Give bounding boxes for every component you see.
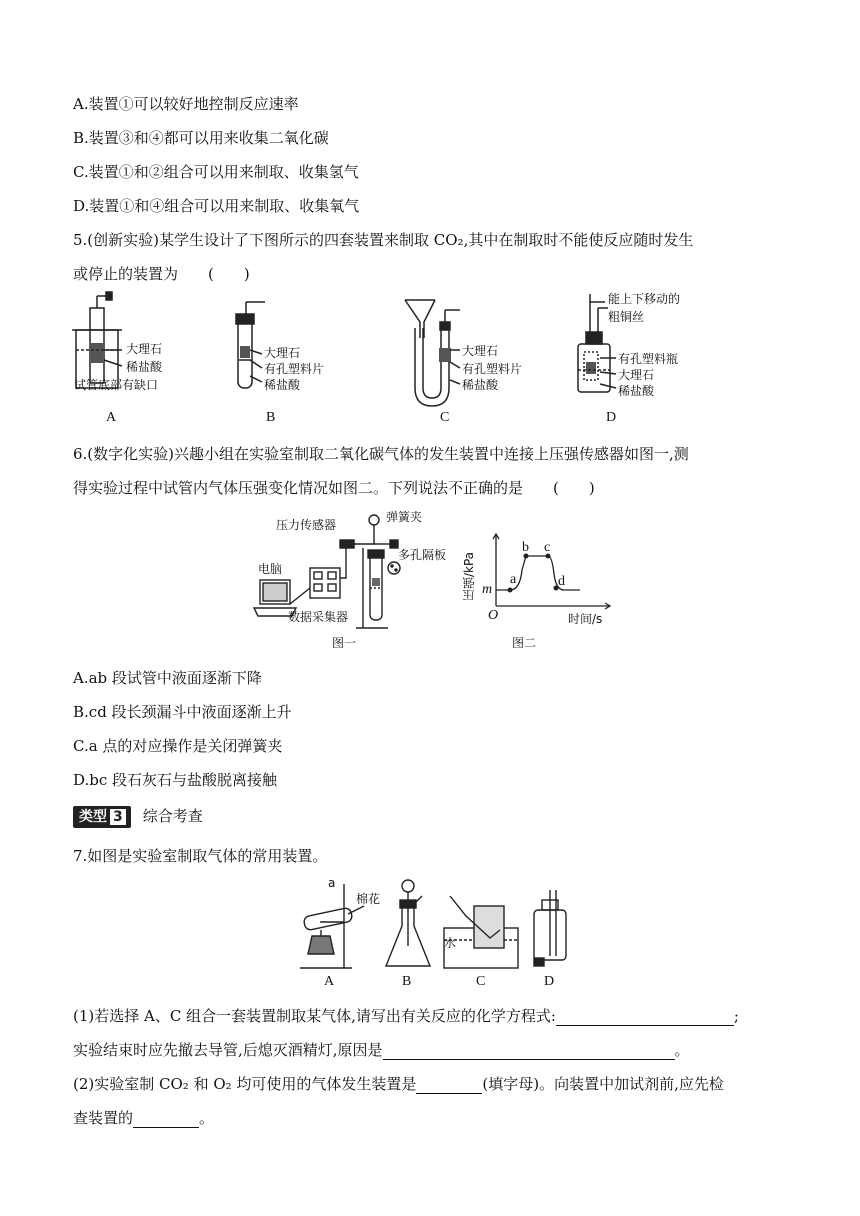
q7-label-a-port: a (328, 876, 336, 890)
q7-stem: 7.如图是实验室制取气体的常用装置。 (73, 847, 328, 865)
q7-part2-end: 。 (199, 1109, 215, 1127)
q6-label-clip: 弹簧夹 (386, 510, 423, 524)
q6-option-c: C.a 点的对应操作是关闭弹簧夹 (73, 737, 283, 755)
q5c-label-acid: 稀盐酸 (462, 378, 499, 392)
q6-answer-paren: ( ) (553, 479, 595, 497)
q7-part2-device-blank[interactable] (416, 1077, 482, 1094)
q5-stem-line2 (73, 264, 250, 284)
q7-part1-reason-blank[interactable] (383, 1043, 675, 1060)
q7-part2-line2 (73, 1108, 214, 1128)
q5b-label-marble: 大理石 (264, 346, 301, 360)
q6-graph-a: a (510, 572, 517, 587)
q5-figure (60, 288, 800, 433)
q6-graph-b: b (522, 540, 529, 555)
type-badge (73, 806, 131, 828)
q5d-label-marble: 大理石 (618, 368, 655, 382)
q7-part2-text-c: 查装置的 (73, 1109, 134, 1127)
q6-stem-text: 得实验过程中试管内气体压强变化情况如图二。下列说法不正确的是 (73, 479, 524, 497)
q7-fig-label-c: C (476, 974, 486, 989)
q4-option-b: B.装置③和④都可以用来收集二氧化碳 (73, 129, 329, 147)
q5-label-b: B (266, 410, 276, 425)
q6-graph-ylabel: 压强/kPa (462, 552, 476, 602)
q5-stem-line1: 5.(创新实验)某学生设计了下图所示的四套装置来制取 CO₂,其中在制取时不能使反应随时发生 (73, 231, 694, 249)
q5d-label-wire2: 粗铜丝 (608, 310, 645, 324)
q7-fig-label-b: B (402, 974, 412, 989)
type-badge-number: 3 (110, 809, 126, 825)
q7-part2-check-blank[interactable] (133, 1111, 199, 1128)
q5d-label-bottle: 有孔塑料瓶 (618, 352, 679, 366)
q6-label-plate: 多孔隔板 (398, 548, 447, 562)
q6-figure-1 (248, 508, 458, 656)
q7-label-water: 水 (444, 936, 457, 950)
q5a-label-marble: 大理石 (126, 342, 163, 356)
q6-stem-line2 (73, 478, 595, 498)
q5c-label-marble: 大理石 (462, 344, 499, 358)
q7-label-cotton: 棉花 (356, 892, 381, 906)
q5-apparatus-drawing (60, 288, 800, 433)
q4-option-a: A.装置①可以较好地控制反应速率 (73, 95, 299, 113)
q5-answer-paren: ( ) (208, 265, 250, 283)
q7-fig-label-d: D (544, 974, 555, 989)
q6-option-a: A.ab 段试管中液面逐渐下降 (73, 669, 262, 687)
q6-option-d: D.bc 段石灰石与盐酸脱离接触 (73, 771, 278, 789)
q5b-label-acid: 稀盐酸 (264, 378, 301, 392)
q5-label-a: A (106, 410, 117, 425)
q6-graph-c: c (544, 540, 551, 555)
q6-option-b: B.cd 段长颈漏斗中液面逐渐上升 (73, 703, 292, 721)
q5a-label-acid: 稀盐酸 (126, 360, 163, 374)
q6-graph-d: d (558, 574, 565, 589)
q4-option-c: C.装置①和②组合可以用来制取、收集氢气 (73, 163, 359, 181)
q6-stem-line1: 6.(数字化实验)兴趣小组在实验室制取二氧化碳气体的发生装置中连接上压强传感器如图一,测 (73, 445, 689, 463)
q4-option-d: D.装置①和④组合可以用来制取、收集氧气 (73, 197, 360, 215)
q6-caption-fig2: 图二 (512, 636, 537, 650)
q5-stem-text: 或停止的装置为 (73, 265, 179, 283)
q7-part1-equation-blank[interactable] (556, 1009, 734, 1026)
q7-part1-line1 (73, 1006, 739, 1026)
q5a-label-notch: 试管底部有缺口 (74, 378, 159, 392)
q5d-label-wire1: 能上下移动的 (608, 292, 681, 306)
q6-label-sensor: 压力传感器 (276, 518, 337, 532)
q5c-label-plate: 有孔塑料片 (462, 362, 523, 376)
q6-graph-xlabel: 时间/s (568, 612, 603, 626)
q6-label-pc: 电脑 (258, 562, 283, 576)
q7-fig-label-a: A (324, 974, 335, 989)
q7-part2-text-a: (2)实验室制 CO₂ 和 O₂ 均可使用的气体发生装置是 (73, 1075, 417, 1093)
q6-caption-fig1: 图一 (332, 636, 357, 650)
q6-figure-2 (460, 530, 620, 656)
q7-part2-line1 (73, 1074, 724, 1094)
type3-heading (73, 806, 203, 828)
q6-graph-m: m (482, 582, 493, 597)
type3-title: 综合考查 (142, 807, 203, 825)
q7-figure (290, 876, 590, 994)
q7-part1-reason-text: 实验结束时应先撤去导管,后熄灭酒精灯,原因是 (73, 1041, 383, 1059)
q5b-label-plate: 有孔塑料片 (264, 362, 325, 376)
q5-label-d: D (606, 410, 617, 425)
q7-part1-end: ; (733, 1007, 739, 1025)
q7-part1-text: (1)若选择 A、C 组合一套装置制取某气体,请写出有关反应的化学方程式: (73, 1007, 556, 1025)
q5d-label-acid: 稀盐酸 (618, 384, 655, 398)
q6-label-collector: 数据采集器 (288, 610, 349, 624)
type-badge-text: 类型 (79, 809, 107, 825)
q6-graph-origin: O (488, 608, 499, 623)
q7-part1-reason-end: 。 (674, 1041, 690, 1059)
q5-label-c: C (440, 410, 450, 425)
q7-part1-line2 (73, 1040, 690, 1060)
q7-part2-text-b: (填字母)。向装置中加试剂前,应先检 (482, 1075, 724, 1093)
